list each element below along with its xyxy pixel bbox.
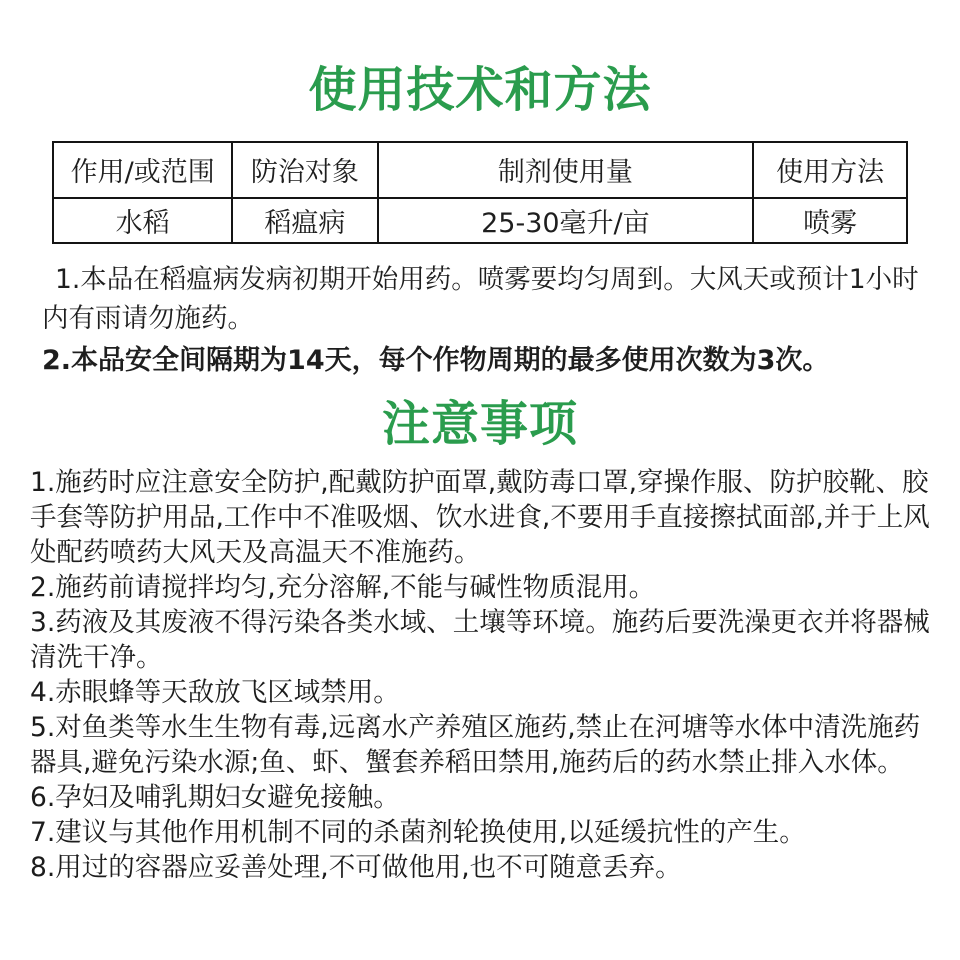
usage-note-2-safety-interval: 2.本品安全间隔期为14天，每个作物周期的最多使用次数为3次。 (42, 344, 830, 376)
cell-apply-method: 喷雾 (753, 198, 907, 243)
cell-disease: 稻瘟病 (232, 198, 377, 243)
header-cell-target: 防治对象 (232, 142, 377, 198)
usage-notes-block (42, 260, 924, 380)
usage-table-data-row (53, 198, 907, 243)
usage-table (52, 141, 908, 244)
precaution-item-1: 1.施药时应注意安全防护,配戴防护面罩,戴防毒口罩,穿操作服、防护胶靴、胶手套等防护用品,工作中不准吸烟、饮水进食,不要用手直接擦拭面部,并于上风处配药喷药大风天及高温天不准施药。 (30, 467, 930, 569)
usage-table-header-row (53, 142, 907, 198)
precaution-item-2: 2.施药前请搅拌均匀,充分溶解,不能与碱性物质混用。 (30, 572, 656, 604)
header-cell-dosage: 制剂使用量 (378, 142, 754, 198)
precautions-list (30, 465, 940, 885)
precaution-item-8: 8.用过的容器应妥善处理,不可做他用,也不可随意丢弃。 (30, 852, 682, 884)
precautions-section-title: 注意事项 (381, 395, 578, 452)
precaution-item-4: 4.赤眼蜂等天敌放飞区域禁用。 (30, 677, 400, 709)
header-cell-method: 使用方法 (753, 142, 907, 198)
cell-crop-scope: 水稻 (53, 198, 232, 243)
header-cell-scope: 作用/或范围 (53, 142, 232, 198)
precaution-item-6: 6.孕妇及哺乳期妇女避免接触。 (30, 782, 400, 814)
usage-note-1: 1.本品在稻瘟病发病初期开始用药。喷雾要均匀周到。大风天或预计1小时内有雨请勿施药。 (42, 263, 919, 334)
cell-dosage-value: 25-30毫升/亩 (378, 198, 754, 243)
precaution-item-3: 3.药液及其废液不得污染各类水域、土壤等环境。施药后要洗澡更衣并将器械清洗干净。 (30, 607, 930, 674)
precaution-item-5: 5.对鱼类等水生生物有毒,远离水产养殖区施药,禁止在河塘等水体中清洗施药器具,避免污染水源;鱼、虾、蟹套养稻田禁用,施药后的药水禁止排入水体。 (30, 712, 921, 779)
precaution-item-7: 7.建议与其他作用机制不同的杀菌剂轮换使用,以延缓抗性的产生。 (30, 817, 806, 849)
usage-section-title: 使用技术和方法 (308, 62, 652, 118)
